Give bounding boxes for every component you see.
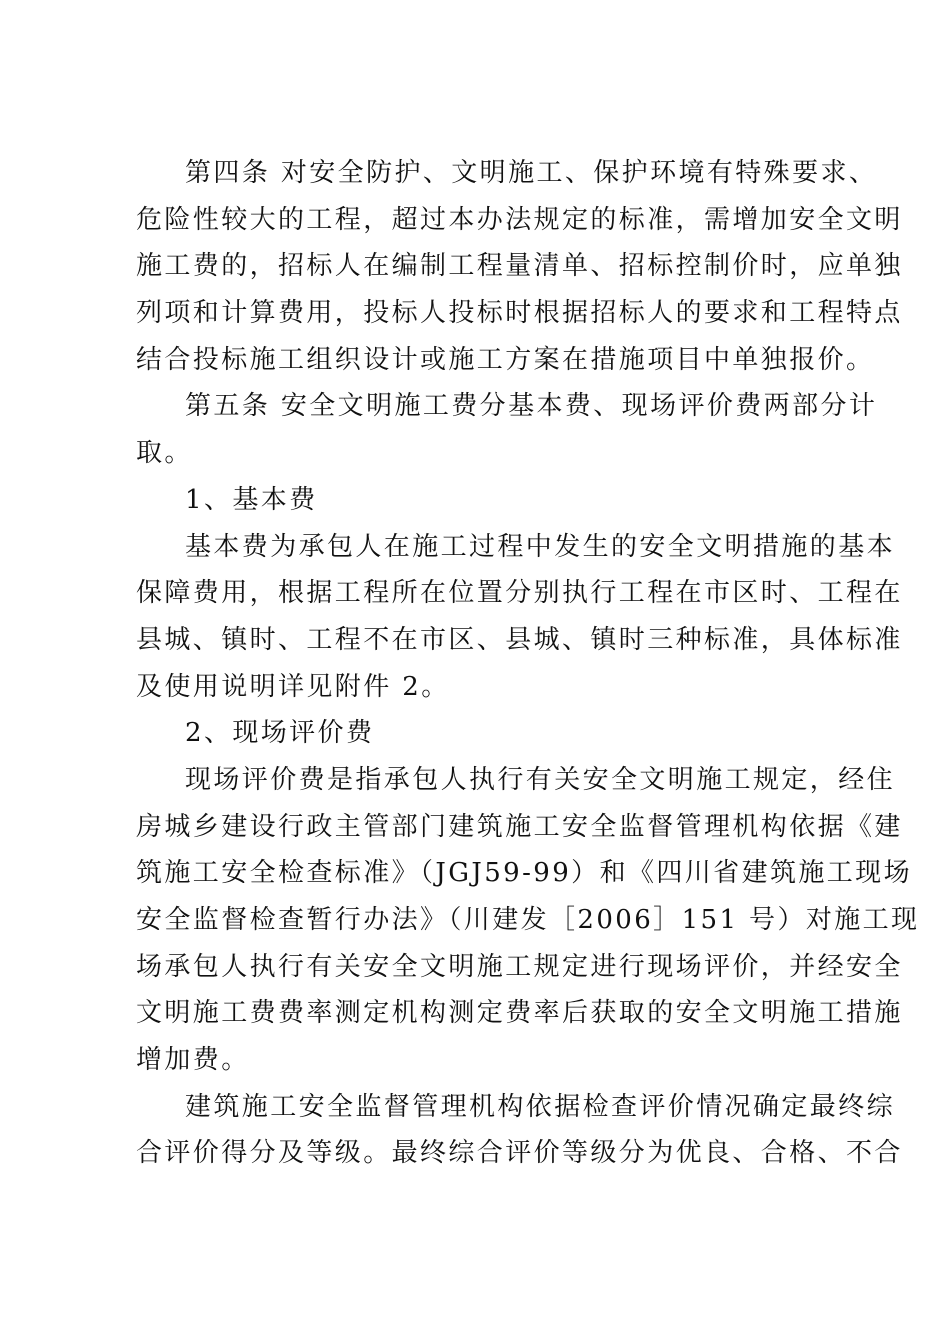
text-line: 现场评价费是指承包人执行有关安全文明施工规定，经住 bbox=[185, 764, 896, 795]
text-line: 1、基本费 bbox=[185, 484, 318, 515]
text-line: 增加费。 bbox=[136, 1045, 250, 1076]
text-line: 合评价得分及等级。最终综合评价等级分为优良、合格、不合 bbox=[136, 1138, 903, 1169]
text-line: 施工费的，招标人在编制工程量清单、招标控制价时，应单独 bbox=[136, 251, 903, 282]
text-line: 及使用说明详见附件 2。 bbox=[136, 671, 450, 702]
text-line: 第五条 安全文明施工费分基本费、现场评价费两部分计 bbox=[185, 391, 878, 422]
text-line: 房城乡建设行政主管部门建筑施工安全监督管理机构依据《建 bbox=[136, 811, 903, 842]
text-line: 2、现场评价费 bbox=[185, 718, 375, 749]
document-body bbox=[136, 150, 920, 1177]
text-line: 场承包人执行有关安全文明施工规定进行现场评价，并经安全 bbox=[136, 951, 903, 982]
text-line: 列项和计算费用，投标人投标时根据招标人的要求和工程特点 bbox=[136, 298, 903, 329]
text-line: 文明施工费费率测定机构测定费率后获取的安全文明施工措施 bbox=[136, 998, 903, 1029]
text-line: 安全监督检查暂行办法》（川建发［2006］151 号）对施工现 bbox=[136, 905, 920, 935]
text-line: 保障费用，根据工程所在位置分别执行工程在市区时、工程在 bbox=[136, 578, 903, 609]
text-line: 筑施工安全检查标准》（JGJ59-99）和《四川省建筑施工现场 bbox=[136, 858, 912, 889]
text-line: 结合投标施工组织设计或施工方案在措施项目中单独报价。 bbox=[136, 344, 875, 375]
text-line: 第四条 对安全防护、文明施工、保护环境有特殊要求、 bbox=[185, 158, 878, 188]
text-line: 建筑施工安全监督管理机构依据检查评价情况确定最终综 bbox=[185, 1091, 896, 1122]
text-line: 取。 bbox=[136, 438, 193, 469]
text-line: 危险性较大的工程，超过本办法规定的标准，需增加安全文明 bbox=[136, 204, 903, 235]
text-line: 县城、镇时、工程不在市区、县城、镇时三种标准，具体标准 bbox=[136, 624, 903, 655]
text-line: 基本费为承包人在施工过程中发生的安全文明措施的基本 bbox=[185, 531, 896, 562]
